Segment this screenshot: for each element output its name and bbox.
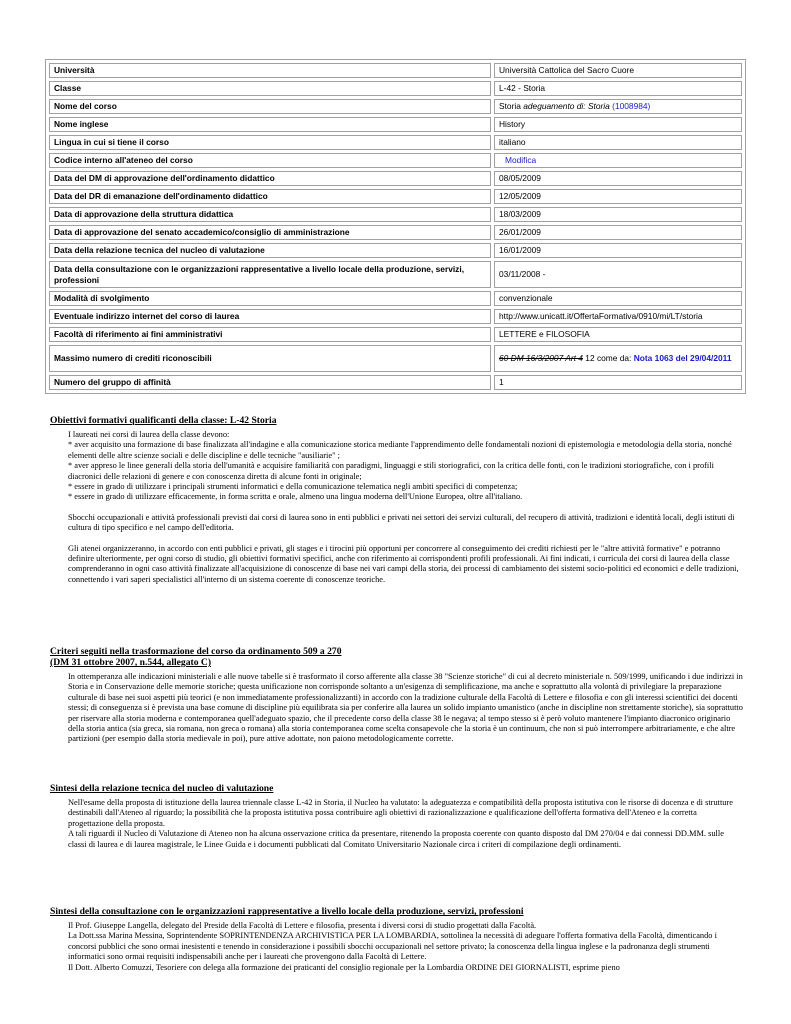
row-label: Numero del gruppo di affinità: [49, 375, 491, 390]
row-value: 08/05/2009: [494, 171, 742, 186]
section-body: [68, 798, 744, 850]
section-title: Obiettivi formativi qualificanti della classe: L-42 Storia: [50, 415, 277, 426]
row-label: Nome inglese: [49, 117, 491, 132]
row-label: Classe: [49, 81, 491, 96]
row-value: [494, 345, 742, 372]
paragraph: * aver appreso le linee generali della storia dell'umanità e acquisire familiarità con paradigmi, linguaggi e stili storiografici, con la critica delle fonti, con le tradizioni storiografiche, con i profili diacronici delle relazioni di genere e con conoscenza diretta di alcune fonti in originale;: [68, 461, 714, 481]
section-title: Sintesi della consultazione con le organizzazioni rappresentative a livello locale della produzione, servizi, professioni: [50, 906, 524, 917]
paragraph: Nell'esame della proposta di istituzione della laurea triennale classe L-42 in Storia, il Nucleo ha valutato: la adeguatezza e compatibilità della proposta istitutiva con le risorse di docenza e di strutture destinabili dall'Ateneo al riguardo; la possibilità che la proposta istitutiva possa contribuire agli obiettivi di razionalizzazione e qualificazione dell'offerta formativa dell'Ateneo e la corretta progettazione della proposta.: [68, 798, 733, 828]
modifica-link[interactable]: Modifica: [505, 155, 537, 165]
section-sintesi-consultazione: [50, 906, 744, 973]
nota-link[interactable]: Nota 1063 del 29/04/2011: [633, 353, 732, 363]
table-row: [49, 243, 742, 258]
row-label: Data della relazione tecnica del nucleo di valutazione: [49, 243, 491, 258]
row-value: History: [494, 117, 742, 132]
table-row: [49, 135, 742, 150]
table-row: [49, 327, 742, 342]
row-label: Eventuale indirizzo internet del corso di laurea: [49, 309, 491, 324]
credit-value: 12 come da:: [582, 353, 634, 363]
course-code-link[interactable]: (1008984): [612, 101, 651, 111]
row-value: LETTERE e FILOSOFIA: [494, 327, 742, 342]
table-row: [49, 207, 742, 222]
row-value: 1: [494, 375, 742, 390]
paragraph: Il Dott. Alberto Comuzzi, Tesoriere con delega alla formazione dei praticanti del consiglio regionale per la Lombardia ORDINE DEI GIORNALISTI, esprime pieno: [68, 962, 620, 972]
table-row: [49, 81, 742, 96]
row-value: italiano: [494, 135, 742, 150]
row-value: L-42 - Storia: [494, 81, 742, 96]
row-value: 12/05/2009: [494, 189, 742, 204]
section-body: [68, 430, 744, 585]
section-body: [68, 921, 744, 973]
section-obiettivi: [50, 415, 744, 585]
row-value: 18/03/2009: [494, 207, 742, 222]
table-row: [49, 261, 742, 288]
course-url: http://www.unicatt.it/OffertaFormativa/0910/mi/LT/storia: [499, 311, 703, 321]
row-label: Facoltà di riferimento ai fini amministrativi: [49, 327, 491, 342]
row-value: [494, 99, 742, 114]
paragraph: Sbocchi occupazionali e attività professionali previsti dai corsi di laurea sono in enti pubblici e privati nei settori dei servizi culturali, del recupero di attività, tradizioni e identità locali, degli istituti di cultura di tipo specifico e nel campo dell'editoria.: [68, 512, 735, 533]
table-row: [49, 117, 742, 132]
table-row: [49, 291, 742, 306]
table-row: [49, 225, 742, 240]
section-body: [68, 672, 744, 745]
row-label: Massimo numero di crediti riconoscibili: [49, 345, 491, 372]
paragraph: * essere in grado di utilizzare efficacemente, in forma scritta e orale, almeno una lingua moderna dell'Unione Europea, oltre all'italiano.: [68, 492, 523, 502]
table-row: [49, 189, 742, 204]
row-label: Data di approvazione del senato accademico/consiglio di amministrazione: [49, 225, 491, 240]
course-name: Storia: [499, 101, 524, 111]
course-info-table: [45, 59, 746, 394]
section-subtitle: (DM 31 ottobre 2007, n.544, allegato C): [50, 657, 212, 668]
row-value: 16/01/2009: [494, 243, 742, 258]
row-value: Università Cattolica del Sacro Cuore: [494, 63, 742, 78]
row-value: 03/11/2008 -: [494, 261, 742, 288]
paragraph: A tali riguardi il Nucleo di Valutazione di Ateneo non ha alcuna osservazione critica da presentare, ritenendo la proposta coerente con quanto disposto dal DM 270/04 e dai connessi DD.MM. sulle classi di laurea e di laurea magistrale, le Linee Guida e i documenti pubblicati dal Comitato Universitario Nazionale circa i criteri di compilazione degli ordinamenti.: [68, 829, 724, 849]
table-row: [49, 345, 742, 372]
row-label: Nome del corso: [49, 99, 491, 114]
row-value: [494, 309, 742, 324]
adjustment-note: adeguamento di: Storia: [523, 101, 613, 111]
section-title: Sintesi della relazione tecnica del nucleo di valutazione: [50, 783, 274, 794]
table-row: [49, 99, 742, 114]
old-credit-rule: 60 DM 16/3/2007 Art 4: [499, 353, 583, 363]
table-row: [49, 63, 742, 78]
paragraph: I laureati nei corsi di laurea della classe devono:: [68, 430, 230, 439]
row-label: Data del DM di approvazione dell'ordinamento didattico: [49, 171, 491, 186]
table-row: [49, 171, 742, 186]
row-label: Data del DR di emanazione dell'ordinamento didattico: [49, 189, 491, 204]
row-label: Codice interno all'ateneo del corso: [49, 153, 491, 168]
table-row: [49, 375, 742, 390]
section-criteri: [50, 646, 744, 745]
section-sintesi-nucleo: [50, 783, 744, 850]
row-value: [494, 153, 742, 168]
paragraph: Il Prof. Giuseppe Langella, delegato del Preside della Facoltà di Lettere e filosofia, presenta i diversi corsi di studio progettati dalla Facoltà.: [68, 921, 537, 930]
row-label: Data di approvazione della struttura didattica: [49, 207, 491, 222]
paragraph: Gli atenei organizzeranno, in accordo con enti pubblici e privati, gli stages e i tirocini più opportuni per concorrere al conseguimento dei crediti richiesti per le "altre attività formative" e potranno definire ulteriormente, per ogni corso di studio, gli obiettivi formativi specifici, anche con riferimento ai corrispondenti profili professionali. Ai fini indicati, i curricula dei corsi di laurea della classe comprenderanno in ogni caso attività finalizzate all'acquisizione di conoscenze di base nei vari campi della storia, dei processi di cambiamento dei sistemi socio-politici ed economici e delle tradizioni, connettendo i vari saperi specialistici all'interno di un sistema coerente di conoscenze teoriche.: [68, 543, 739, 584]
row-label: Lingua in cui si tiene il corso: [49, 135, 491, 150]
section-title: Criteri seguiti nella trasformazione del corso da ordinamento 509 a 270: [50, 646, 342, 657]
table-row: [49, 309, 742, 324]
row-label: Modalità di svolgimento: [49, 291, 491, 306]
paragraph: La Dott.ssa Marina Messina, Soprintendente SOPRINTENDENZA ARCHIVISTICA PER LA LOMBARDIA, sottolinea la necessità di adeguare l'offerta formativa della Facoltà, dimenticando i concorsi pubblici che sono ormai inesistenti e tenendo in considerazione i possibili sbocchi occupazionali nel settore privato; la conoscenza della lingua inglese e la padronanza degli strumenti informatici sono ormai requisiti indispensabili anche per i laureati che provengono dalla Facoltà di Lettere.: [68, 931, 717, 962]
row-label: Università: [49, 63, 491, 78]
row-value: convenzionale: [494, 291, 742, 306]
row-label: Data della consultazione con le organizzazioni rappresentative a livello locale della produzione, servizi, professioni: [49, 261, 491, 288]
paragraph: * essere in grado di utilizzare i principali strumenti informatici e della comunicazione telematica negli ambiti specifici di competenza;: [68, 482, 518, 492]
row-value: 26/01/2009: [494, 225, 742, 240]
paragraph: In ottemperanza alle indicazioni ministeriali e alle nuove tabelle si è trasformato il corso afferente alla classe 38 "Scienze storiche" di cui al decreto ministeriale n. 509/1999, unificando i due indirizzi in Storia e in Conservazione delle memorie storiche; questa unificazione non corrisponde soltanto a un'esigenza di semplificazione, ma anche e soprattutto alla volontà di privilegiare la preparazione culturale di base nei suoi aspetti più teorici (e non immediatamente professionalizzanti) in accordo con la tradizione culturale della Facoltà di Lettere e filosofia e con gli interessi scientifici dei docenti stessi; di conseguenza si è prevista una base comune di discipline più equilibrata sia per conferire alla laurea un solido impianto umanistico (anche in discipline non strettamente storiche), sia soprattutto per riservare alla storia moderna e contemporanea quell'adeguato spazio, che il precedente corso della classe 38 le negava; al tempo stesso si è però voluto mantenere l'impianto diacronico originario della storia antica (sia greca, sia romana, non greca o romana) alla storia contemporanea come scelta consapevole che la storia è un continuum, che non si può interrompere arbitrariamente, e che altre partizioni (per esempio dalla storia medievale in poi), pure attive adottate, non paiono metodologicamente corrette.: [68, 672, 743, 744]
table-row: [49, 153, 742, 168]
paragraph: * aver acquisito una formazione di base finalizzata all'indagine e alla comunicazione storica mediante l'apprendimento delle fondamentali nozioni di epistemologia e metodologia della storia, nonché elementi delle altre scienze sociali e delle discipline e delle tecniche "ausiliarie" ;: [68, 440, 732, 460]
